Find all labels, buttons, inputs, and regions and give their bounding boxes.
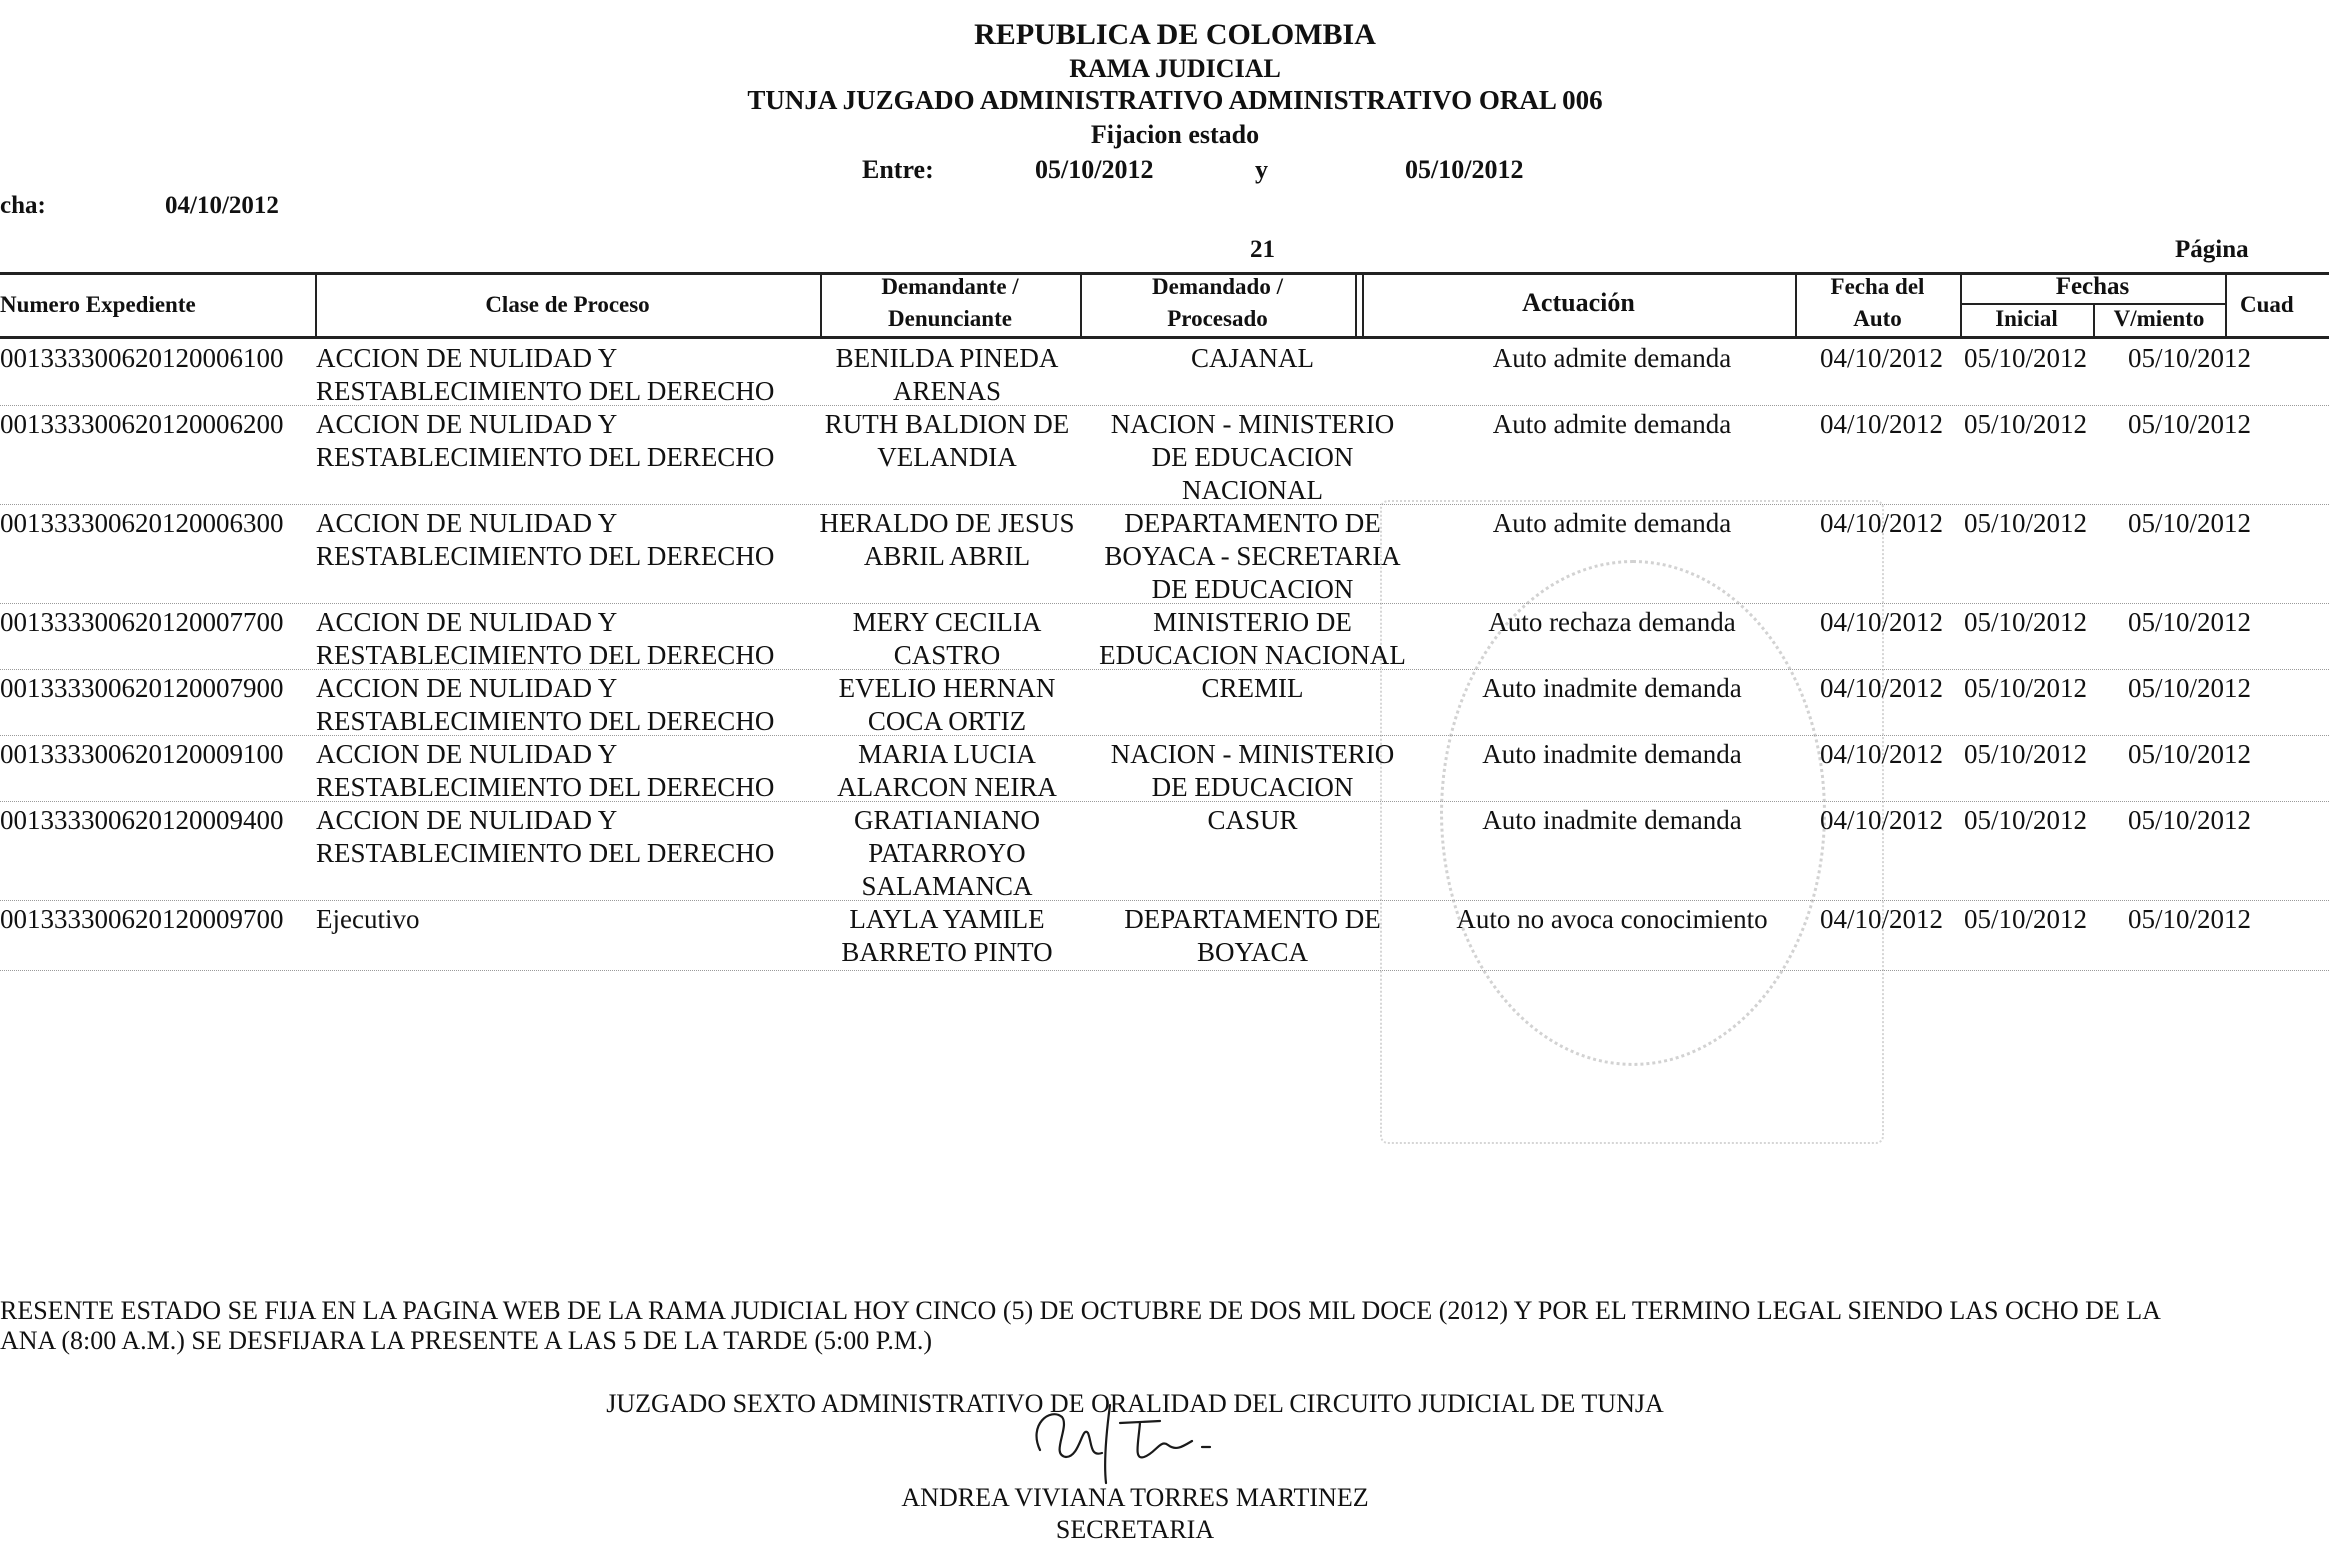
row-separator — [0, 669, 2329, 670]
cell-clase: ACCION DE NULIDAD Y — [316, 739, 618, 769]
cell-demandado: DEPARTAMENTO DE — [1124, 508, 1381, 538]
cell-demandante: SALAMANCA — [861, 871, 1033, 901]
cell-demandado: DE EDUCACION — [1151, 772, 1354, 802]
cell-fecha-auto: 04/10/2012 — [1820, 904, 1944, 934]
cell-demandado: DEPARTAMENTO DE — [1124, 904, 1381, 934]
cell-actuacion: Auto admite demanda — [1492, 343, 1732, 373]
cell-vmiento: 05/10/2012 — [2128, 409, 2252, 439]
cell-demandado: CAJANAL — [1190, 343, 1314, 373]
header-fijacion: Fijacion estado — [1090, 120, 1260, 149]
cell-fecha-auto: 04/10/2012 — [1820, 739, 1944, 769]
cell-vmiento: 05/10/2012 — [2128, 673, 2252, 703]
cell-demandante: ABRIL ABRIL — [863, 541, 1031, 571]
footer-notice-line1: RESENTE ESTADO SE FIJA EN LA PAGINA WEB DE LA RAMA JUDICIAL HOY CINCO (5) DE OCTUBRE DE DOS MIL DOCE (2012) Y POR EL TERMINO LEGAL SIENDO LAS OCHO DE LA — [0, 1296, 2161, 1325]
cell-clase: RESTABLECIMIENTO DEL DERECHO — [316, 772, 775, 802]
cell-inicial: 05/10/2012 — [1964, 673, 2088, 703]
cell-demandante: MERY CECILIA — [852, 607, 1042, 637]
cell-numero: 001333300620120009700 — [0, 904, 284, 934]
cell-clase: RESTABLECIMIENTO DEL DERECHO — [316, 706, 775, 736]
cell-inicial: 05/10/2012 — [1964, 805, 2088, 835]
header-republica: REPUBLICA DE COLOMBIA — [974, 18, 1376, 51]
cell-actuacion: Auto admite demanda — [1492, 409, 1732, 439]
cell-demandado: NACION - MINISTERIO — [1110, 409, 1395, 439]
cell-fecha-auto: 04/10/2012 — [1820, 343, 1944, 373]
cell-demandante: GRATIANIANO — [854, 805, 1040, 835]
cell-demandado: CREMIL — [1201, 673, 1304, 703]
col-numero-expediente: Numero Expediente — [0, 292, 196, 317]
cell-numero: 001333300620120009100 — [0, 739, 284, 769]
cell-demandado: DE EDUCACION — [1151, 574, 1354, 604]
cell-fecha-auto: 04/10/2012 — [1820, 508, 1944, 538]
cell-vmiento: 05/10/2012 — [2128, 805, 2252, 835]
cell-clase: ACCION DE NULIDAD Y — [316, 508, 618, 538]
cell-vmiento: 05/10/2012 — [2128, 739, 2252, 769]
cell-demandante: COCA ORTIZ — [867, 706, 1027, 736]
row-separator — [0, 735, 2329, 736]
cell-demandado: BOYACA - SECRETARIA — [1104, 541, 1401, 571]
page-count: 21 — [1250, 236, 1275, 263]
cell-actuacion: Auto no avoca conocimiento — [1456, 904, 1768, 934]
cell-demandante: ARENAS — [892, 376, 1001, 406]
col-fecha-auto-2: Auto — [1853, 306, 1902, 331]
cell-demandante: HERALDO DE JESUS — [819, 508, 1075, 538]
col-demandado-1: Demandado / — [1152, 274, 1283, 299]
header-bottom-rule — [0, 336, 2329, 339]
cell-numero: 001333300620120007900 — [0, 673, 284, 703]
col-fecha-auto-1: Fecha del — [1830, 274, 1925, 299]
fecha-value: 04/10/2012 — [165, 192, 279, 219]
fecha-label: cha: — [0, 192, 46, 219]
row-separator — [0, 603, 2329, 604]
cell-clase: RESTABLECIMIENTO DEL DERECHO — [316, 838, 775, 868]
cell-actuacion: Auto admite demanda — [1492, 508, 1732, 538]
cell-inicial: 05/10/2012 — [1964, 739, 2088, 769]
cell-fecha-auto: 04/10/2012 — [1820, 805, 1944, 835]
cell-inicial: 05/10/2012 — [1964, 904, 2088, 934]
cell-demandado: BOYACA — [1196, 937, 1309, 967]
cell-vmiento: 05/10/2012 — [2128, 904, 2252, 934]
cell-demandado: DE EDUCACION — [1151, 442, 1354, 472]
cell-demandado: NACIONAL — [1182, 475, 1323, 505]
cell-numero: 001333300620120009400 — [0, 805, 284, 835]
cell-fecha-auto: 04/10/2012 — [1820, 673, 1944, 703]
cell-demandado: NACION - MINISTERIO — [1110, 739, 1395, 769]
cell-fecha-auto: 04/10/2012 — [1820, 409, 1944, 439]
cell-clase: RESTABLECIMIENTO DEL DERECHO — [316, 442, 775, 472]
row-separator — [0, 405, 2329, 406]
cell-clase: RESTABLECIMIENTO DEL DERECHO — [316, 376, 775, 406]
cell-clase: RESTABLECIMIENTO DEL DERECHO — [316, 541, 775, 571]
cell-demandante: ALARCON NEIRA — [837, 772, 1057, 802]
cell-demandante: VELANDIA — [877, 442, 1017, 472]
footer-role: SECRETARIA — [1055, 1515, 1215, 1544]
footer-court: JUZGADO SEXTO ADMINISTRATIVO DE ORALIDAD DEL CIRCUITO JUDICIAL DE TUNJA — [606, 1389, 1664, 1418]
cell-vmiento: 05/10/2012 — [2128, 508, 2252, 538]
entre-to-date: 05/10/2012 — [1405, 155, 1524, 184]
cell-inicial: 05/10/2012 — [1964, 409, 2088, 439]
footer-signatory: ANDREA VIVIANA TORRES MARTINEZ — [901, 1483, 1369, 1512]
col-actuacion: Actuación — [1522, 288, 1635, 317]
entre-y: y — [1255, 155, 1268, 184]
col-divider — [1355, 272, 1357, 338]
cell-numero: 001333300620120006200 — [0, 409, 284, 439]
cell-clase: ACCION DE NULIDAD Y — [316, 607, 618, 637]
footer-notice-line2: ANA (8:00 A.M.) SE DESFIJARA LA PRESENTE A LAS 5 DE LA TARDE (5:00 P.M.) — [0, 1326, 933, 1355]
cell-demandado: EDUCACION NACIONAL — [1099, 640, 1406, 670]
cell-demandado: MINISTERIO DE — [1153, 607, 1352, 637]
row-separator — [0, 900, 2329, 901]
cell-fecha-auto: 04/10/2012 — [1820, 607, 1944, 637]
col-demandante-2: Denunciante — [888, 306, 1012, 331]
cell-clase: ACCION DE NULIDAD Y — [316, 805, 618, 835]
signature-mark — [1010, 1395, 1240, 1490]
col-divider — [2225, 272, 2227, 338]
cell-demandante: BENILDA PINEDA — [835, 343, 1059, 373]
cell-demandante: PATARROYO — [868, 838, 1026, 868]
col-demandante-1: Demandante / — [881, 274, 1019, 299]
cell-demandante: LAYLA YAMILE — [849, 904, 1045, 934]
cell-demandante: CASTRO — [893, 640, 1001, 670]
col-demandado-2: Procesado — [1167, 306, 1268, 331]
col-inicial: Inicial — [1995, 306, 2058, 331]
cell-demandante: MARIA LUCIA — [858, 739, 1036, 769]
cell-demandante: RUTH BALDION DE — [824, 409, 1070, 439]
cell-inicial: 05/10/2012 — [1964, 607, 2088, 637]
cell-clase: Ejecutivo — [316, 904, 420, 934]
cell-actuacion: Auto inadmite demanda — [1482, 739, 1742, 769]
cell-demandado: CASUR — [1207, 805, 1298, 835]
row-separator — [0, 801, 2329, 802]
cell-clase: ACCION DE NULIDAD Y — [316, 343, 618, 373]
col-cuad: Cuad — [2240, 292, 2294, 317]
pagina-label: Página — [2175, 236, 2249, 263]
cell-demandante: BARRETO PINTO — [841, 937, 1053, 967]
cell-numero: 001333300620120006100 — [0, 343, 284, 373]
cell-inicial: 05/10/2012 — [1964, 508, 2088, 538]
cell-actuacion: Auto inadmite demanda — [1482, 805, 1742, 835]
cell-numero: 001333300620120007700 — [0, 607, 284, 637]
row-separator — [0, 504, 2329, 505]
cell-demandante: EVELIO HERNAN — [838, 673, 1056, 703]
cell-clase: ACCION DE NULIDAD Y — [316, 409, 618, 439]
cell-actuacion: Auto inadmite demanda — [1482, 673, 1742, 703]
cell-actuacion: Auto rechaza demanda — [1488, 607, 1736, 637]
cell-vmiento: 05/10/2012 — [2128, 607, 2252, 637]
col-vmiento: V/miento — [2113, 306, 2205, 331]
entre-from-date: 05/10/2012 — [1035, 155, 1154, 184]
cell-vmiento: 05/10/2012 — [2128, 343, 2252, 373]
cell-clase: RESTABLECIMIENTO DEL DERECHO — [316, 640, 775, 670]
row-separator — [0, 970, 2329, 971]
header-rama: RAMA JUDICIAL — [1069, 54, 1281, 83]
col-fechas: Fechas — [2055, 273, 2130, 300]
cell-numero: 001333300620120006300 — [0, 508, 284, 538]
entre-label: Entre: — [862, 155, 934, 184]
cell-inicial: 05/10/2012 — [1964, 343, 2088, 373]
col-clase-proceso: Clase de Proceso — [485, 292, 650, 317]
header-juzgado: TUNJA JUZGADO ADMINISTRATIVO ADMINISTRATIVO ORAL 006 — [747, 85, 1603, 115]
cell-clase: ACCION DE NULIDAD Y — [316, 673, 618, 703]
